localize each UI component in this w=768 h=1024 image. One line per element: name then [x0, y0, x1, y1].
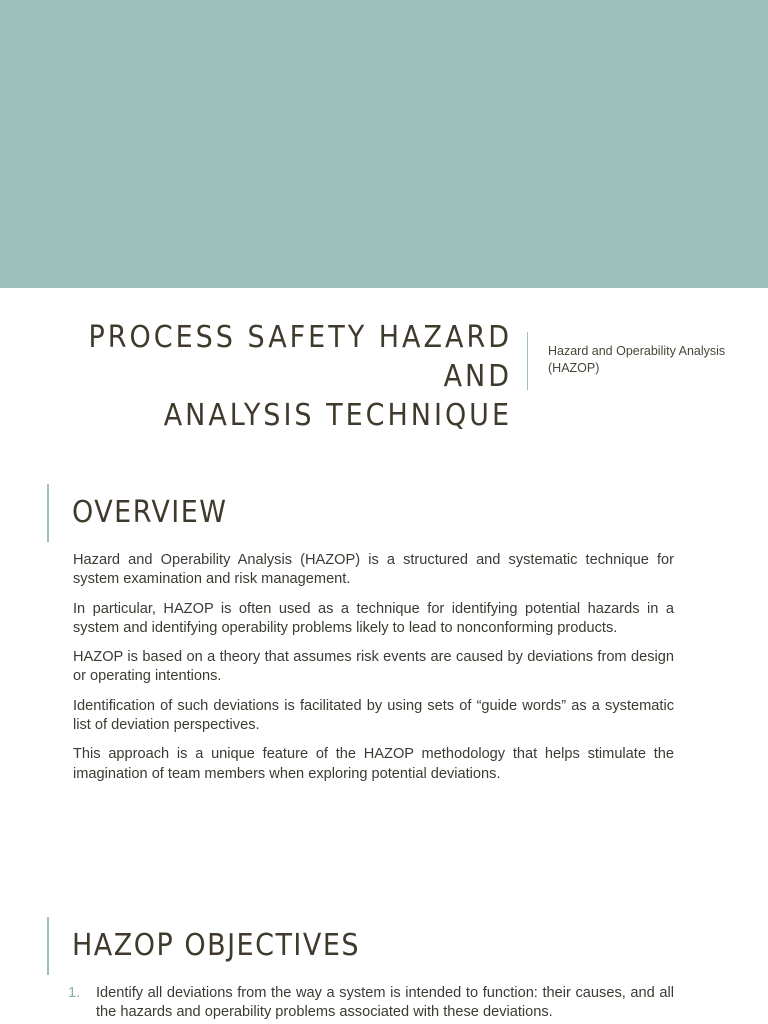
overview-body	[73, 551, 674, 794]
title-slide-color-band	[0, 0, 768, 288]
title-divider	[527, 332, 528, 390]
objectives-heading: HAZOP OBJECTIVES	[72, 928, 361, 963]
overview-paragraph: Identification of such deviations is facilitated by using sets of “guide words” as a systematic list of deviation perspectives.	[73, 697, 674, 734]
title-line-1: PROCESS SAFETY HAZARD AND	[88, 320, 512, 394]
list-item	[68, 984, 674, 1023]
list-item-text: Identify all deviations from the way a system is intended to function: their causes, and all the hazards and operability problems associated with these deviations.	[96, 985, 674, 1021]
overview-paragraph: HAZOP is based on a theory that assumes risk events are caused by deviations from design or operating intentions.	[73, 649, 674, 685]
overview-paragraph: In particular, HAZOP is often used as a technique for identifying potential hazards in a system and identifying operability problems likely to lead to nonconforming products.	[73, 600, 674, 636]
overview-paragraph: This approach is a unique feature of the HAZOP methodology that helps stimulate the imagination of team members when exploring potential deviations.	[73, 746, 674, 782]
presentation-title	[60, 318, 512, 435]
overview-paragraph: Hazard and Operability Analysis (HAZOP) is a structured and systematic technique for system examination and risk management.	[73, 552, 674, 588]
overview-heading: OVERVIEW	[72, 495, 228, 530]
objectives-list	[68, 984, 674, 1023]
objectives-accent-bar	[47, 917, 49, 975]
presentation-subtitle: Hazard and Operability Analysis (HAZOP)	[548, 344, 726, 375]
list-item-number: 1.	[68, 985, 81, 1001]
overview-accent-bar	[47, 484, 49, 542]
title-line-2: ANALYSIS TECHNIQUE	[163, 398, 512, 433]
